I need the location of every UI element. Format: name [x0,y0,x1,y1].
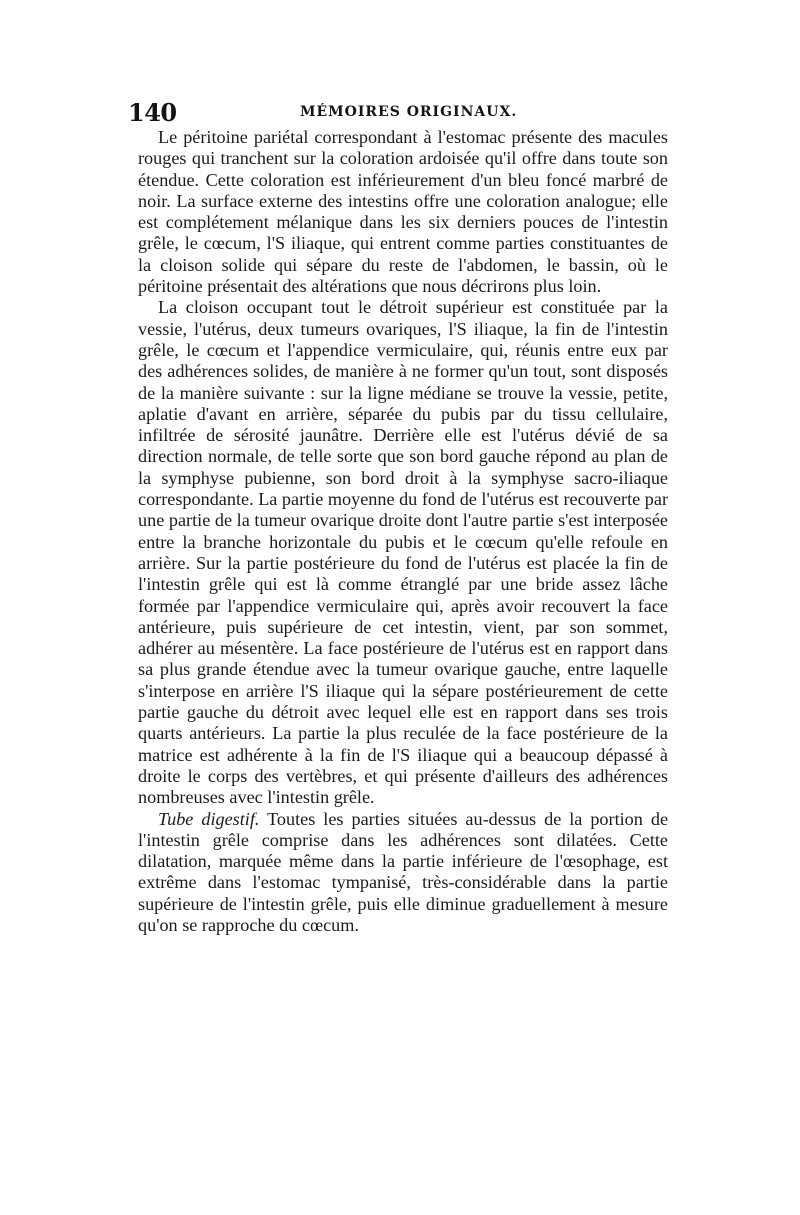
running-head: MÉMOIRES ORIGINAUX. [300,104,518,120]
section-lead: Tube digestif. [158,808,260,829]
page-number: 140 [128,98,177,127]
paragraph-text: La cloison occupant tout le détroit supérieur est constituée par la vessie, l'utérus, deux tumeurs ovariques, l'S iliaque, la fin de l'intestin grêle, le cœcum et l'appendice vermiculaire, qui, réunis entre eux par des adhérences solides, de manière à ne former qu'un tout, sont disposés de la manière suivante : sur la ligne médiane se trouve la vessie, petite, aplatie d'avant en arrière, séparée du pubis par du tissu cellulaire, infiltrée de sérosité jaunâtre. Derrière elle est l'utérus dévié de sa direction normale, de telle sorte que son bord gauche répond au plan de la symphyse pubienne, son bord droit à la symphyse sacro-iliaque correspondante. La partie moyenne du fond de l'utérus est recouverte par une partie de la tumeur ovarique droite dont l'autre partie s'est interposée entre la branche horizontale du pubis et le cœcum qu'elle refoule en arrière. Sur la partie postérieure du fond de l'utérus est placée la fin de l'intestin grêle qui est là comme étranglé par une bride assez lâche formée par l'appendice vermiculaire qui, après avoir recouvert la face antérieure, puis supérieure de cet intestin, vient, par son sommet, adhérer au mésentère. La face postérieure de l'utérus est en rapport dans sa plus grande étendue avec la tumeur ovarique gauche, entre laquelle s'interpose en arrière l'S iliaque qui la sépare postérieurement de cette partie gauche du détroit avec lequel elle est en rapport dans ses trois quarts antérieurs. La partie la plus reculée de la face postérieure de la matrice est adhérente à la fin de l'S iliaque qui a beaucoup dépassé à droite le corps des vertèbres, et qui présente d'ailleurs des adhérences nombreuses avec l'intestin grêle. [138,297,668,808]
paragraph-text: Le péritoine pariétal correspondant à l'estomac présente des macules rouges qui tranchent sur la coloration ardoisée qu'il offre dans toute son étendue. Cette coloration est inférieurement d'un bleu foncé marbré de noir. La surface externe des intestins offre une coloration analogue; elle est complétement mélanique dans les six derniers pouces de l'intestin grêle, le cœcum, l'S iliaque, qui entrent comme parties constituantes de la cloison solide qui sépare du reste de l'abdomen, le bassin, où le péritoine présentait des altérations que nous décrirons plus loin. [138,127,668,297]
paragraph-text: Toutes les parties situées au-dessus de la portion de l'intestin grêle comprise dans les adhérences sont dilatées. Cette dilatation, marquée même dans la partie inférieure de l'œsophage, est extrême dans l'estomac tympanisé, très-considérable dans la partie supérieure de l'intestin grêle, puis elle diminue graduellement à mesure qu'on se rapproche du cœcum. [138,808,669,935]
page-header [128,98,668,128]
paragraph-peritoine [138,127,668,297]
paragraph-cloison [138,297,668,808]
body-text [138,127,668,936]
paragraph-tube-digestif [138,809,668,937]
